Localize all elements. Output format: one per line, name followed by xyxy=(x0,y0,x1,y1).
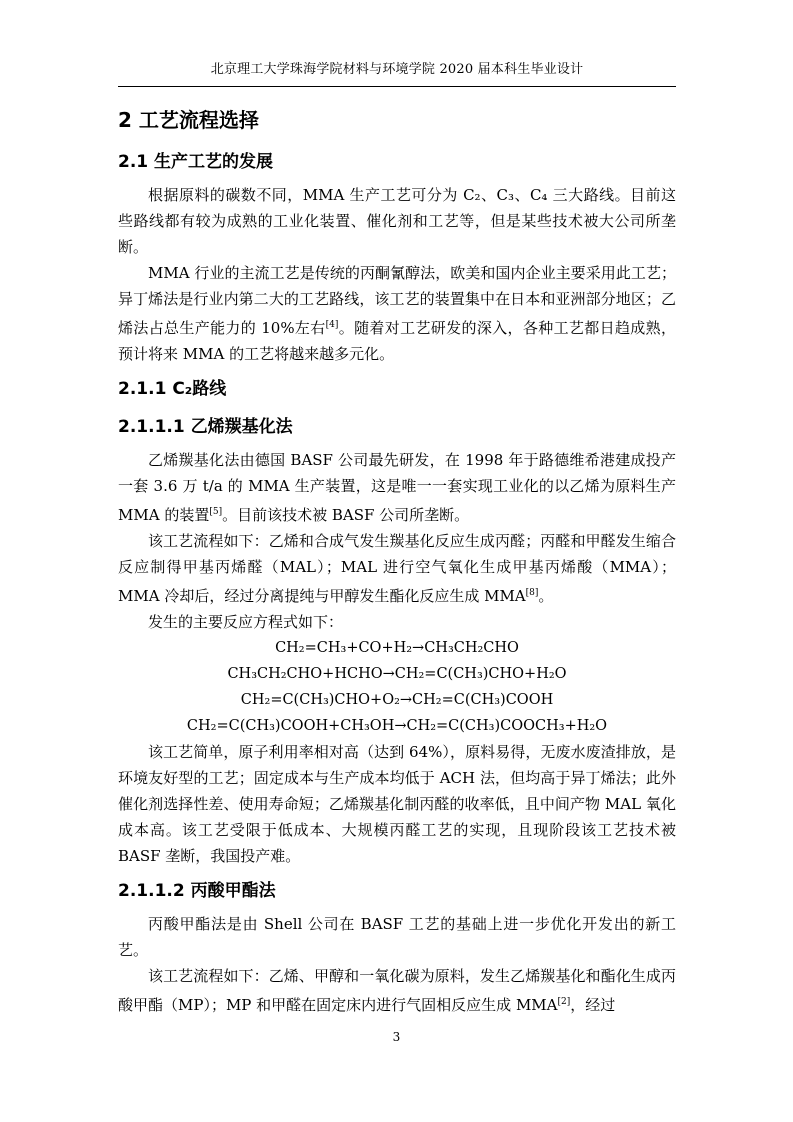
page-header: 北京理工大学珠海学院材料与环境学院 2020 届本科生毕业设计 xyxy=(210,62,584,77)
section-2-1-1-title: 2.1.1 C₂路线 xyxy=(118,379,227,399)
page-content xyxy=(118,100,676,1018)
section-2-1-1-1-title: 2.1.1.1 乙烯羰基化法 xyxy=(118,417,293,437)
reaction-equation: CH₃CH₂CHO+HCHO→CH₂=C(CH₃)CHO+H₂O xyxy=(227,666,567,682)
paragraph-text: 。目前该技术被 BASF 公司所垄断。 xyxy=(222,506,470,524)
ethylene-carbonylation-paragraph-2 xyxy=(118,528,676,609)
reaction-equation: CH₂=C(CH₃)CHO+O₂→CH₂=C(CH₃)COOH xyxy=(240,692,554,708)
section-2-1-paragraph-1: 根据原料的碳数不同，MMA 生产工艺可分为 C₂、C₃、C₄ 三大路线。目前这些路线都有较为成熟的工业化装置、催化剂和工艺等，但是某些技术被大公司所垄断。 xyxy=(118,186,676,256)
chapter-title: 2 工艺流程选择 xyxy=(118,108,259,132)
section-2-1-paragraph-2 xyxy=(118,260,676,367)
paragraph-text: 。 xyxy=(538,587,554,605)
reaction-equation: CH₂=C(CH₃)COOH+CH₃OH→CH₂=C(CH₃)COOCH₃+H₂O xyxy=(186,718,608,734)
methyl-propionate-paragraph-2 xyxy=(118,963,676,1018)
citation-ref: [2] xyxy=(557,997,571,1007)
citation-ref: [4] xyxy=(325,320,339,330)
paragraph-text: 。随着对工艺研发的深入，各种工艺都日趋成熟，预计将来 MMA 的工艺将越来越多元化。 xyxy=(118,319,676,363)
paragraph-text: 该工艺流程如下：乙烯、甲醇和一氧化碳为原料，发生乙烯羰基化和酯化生成丙酸甲酯（MP）；MP 和甲醛在固定床内进行气固相反应生成 MMA xyxy=(118,967,676,1014)
paragraph-text: MMA 行业的主流工艺是传统的丙酮氰醇法，欧美和国内企业主要采用此工艺；异丁烯法是行业内第二大的工艺路线，该工艺的装置集中在日本和亚洲部分地区；乙烯法占总生产能力的 10%左右 xyxy=(118,264,676,337)
ethylene-carbonylation-paragraph-1 xyxy=(118,447,676,528)
ethylene-carbonylation-paragraph-4: 该工艺简单，原子利用率相对高（达到 64%），原料易得，无废水废渣排放，是环境友好型的工艺；固定成本与生产成本均低于 ACH 法，但均高于异丁烯法；此外催化剂选择性差、使用寿命短；乙烯羰基化制丙醛的收率低，且中间产物 MAL 氧化成本高。该工艺受限于低成本、大规模丙醛工艺的实现，且现阶段该工艺技术被 BASF 垄断，我国投产难。 xyxy=(118,743,676,865)
citation-ref: [8] xyxy=(525,588,539,598)
page-number: 3 xyxy=(392,1030,401,1044)
paragraph-text: 该工艺流程如下：乙烯和合成气发生羰基化反应生成丙醛；丙醛和甲醛发生缩合反应制得甲基丙烯醛（MAL）；MAL 进行空气氧化生成甲基丙烯酸（MMA）；MMA 冷却后，经过分离提纯与甲醇发生酯化反应生成 MMA xyxy=(118,532,676,605)
reaction-equation: CH₂=CH₃+CO+H₂→CH₃CH₂CHO xyxy=(275,640,519,656)
paragraph-text: ，经过 xyxy=(570,996,616,1014)
citation-ref: [5] xyxy=(209,507,223,517)
paragraph-text: 乙烯羰基化法由德国 BASF 公司最先研发，在 1998 年于路德维希港建成投产一套 3.6 万 t/a 的 MMA 生产装置，这是唯一一套实现工业化的以乙烯为原料生产 MMA 的装置 xyxy=(118,451,676,524)
ethylene-carbonylation-paragraph-3: 发生的主要反应方程式如下： xyxy=(148,613,344,631)
section-2-1-title: 2.1 生产工艺的发展 xyxy=(118,152,274,172)
methyl-propionate-paragraph-1: 丙酸甲酯法是由 Shell 公司在 BASF 工艺的基础上进一步优化开发出的新工艺。 xyxy=(118,915,676,959)
reaction-equations xyxy=(118,635,676,739)
header-divider xyxy=(118,86,676,87)
section-2-1-1-2-title: 2.1.1.2 丙酸甲酯法 xyxy=(118,881,276,901)
